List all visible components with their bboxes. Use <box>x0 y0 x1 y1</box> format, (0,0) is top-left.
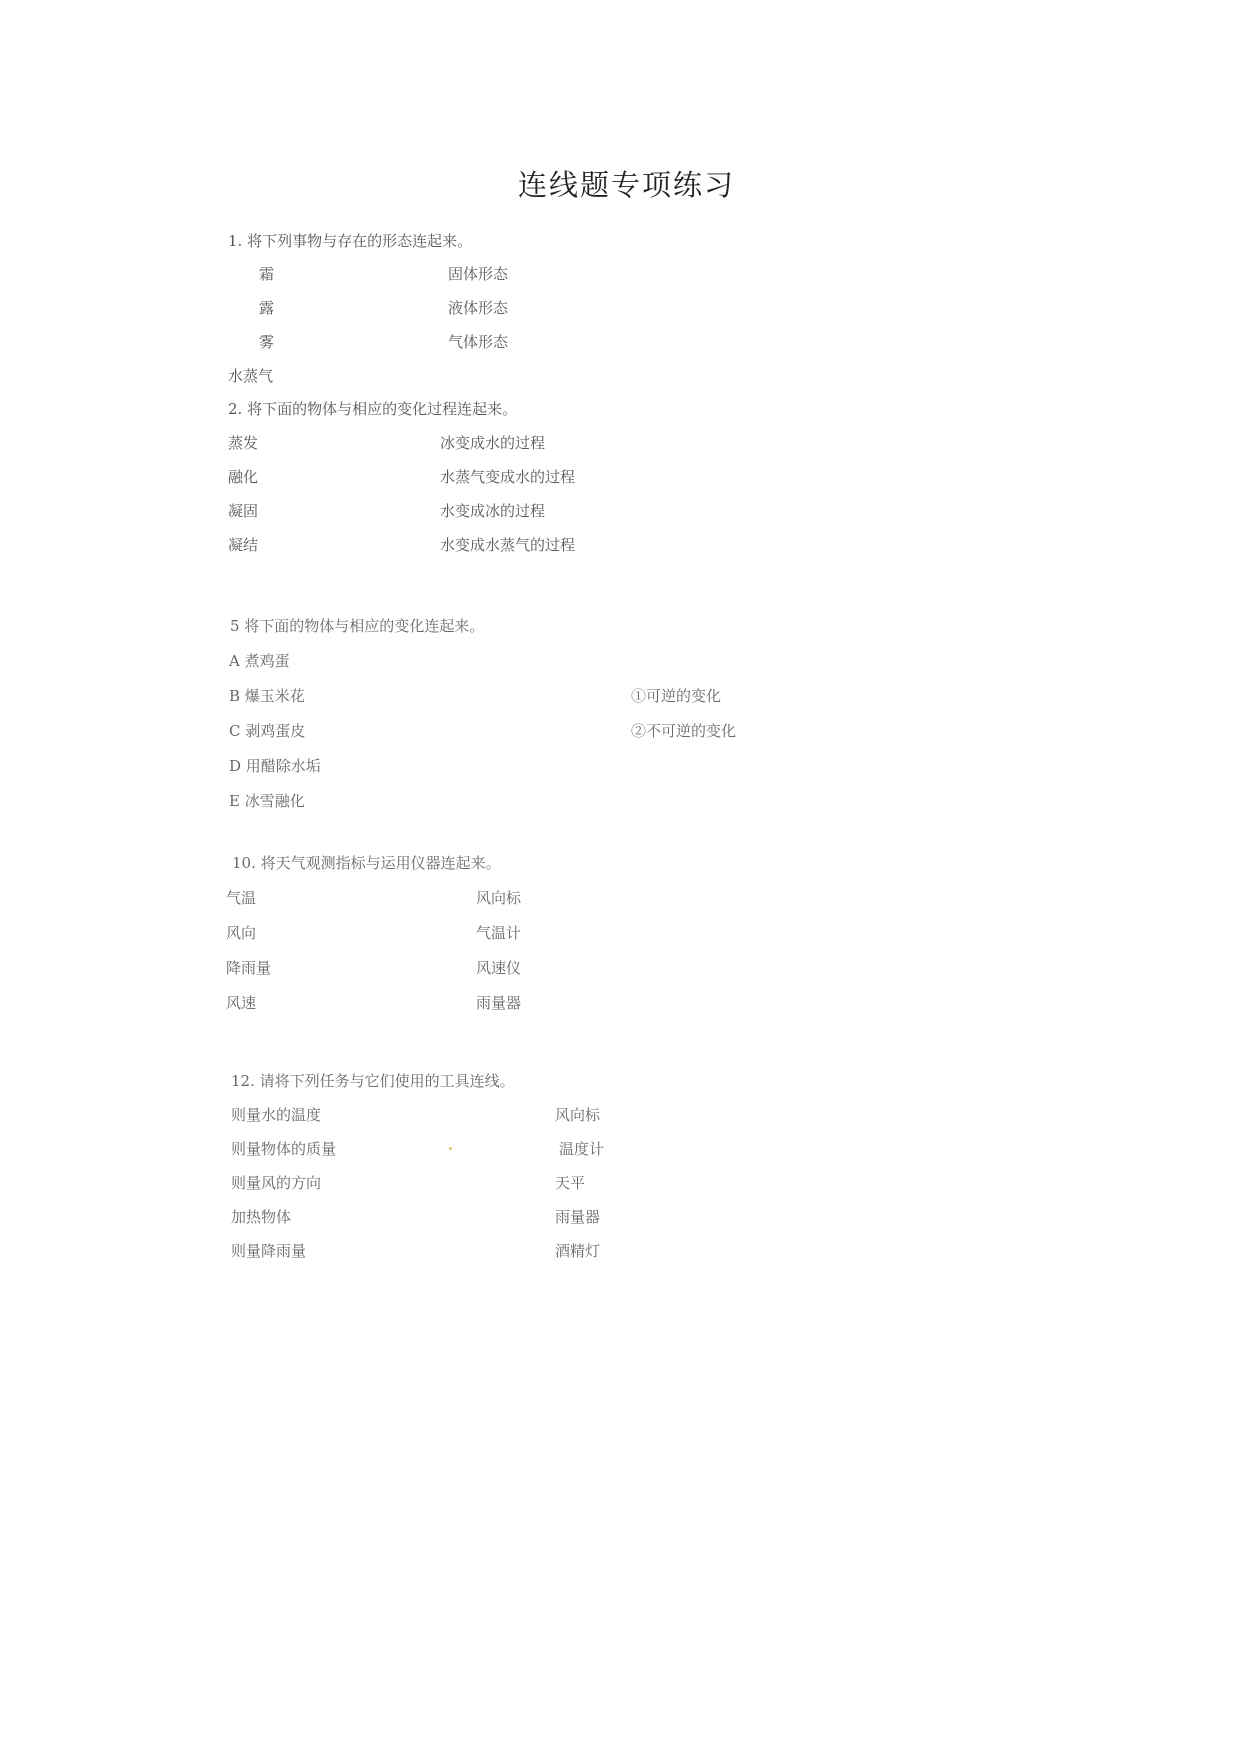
q12-left-item: 则量降雨量 <box>231 1242 307 1260</box>
q2-left-item: 凝固 <box>228 502 259 520</box>
q12-right-item: 天平 <box>555 1174 586 1192</box>
q10-left-item: 降雨量 <box>226 959 272 977</box>
q1-left-item: 水蒸气 <box>228 367 274 385</box>
question-2-prompt: 2. 将下面的物体与相应的变化过程连起来。 <box>228 400 518 418</box>
q10-right-item: 气温计 <box>476 924 522 942</box>
q5-left-item: D 用醋除水垢 <box>229 757 321 775</box>
q10-left-item: 气温 <box>226 889 257 907</box>
q2-left-item: 凝结 <box>228 536 259 554</box>
q10-right-item: 风向标 <box>476 889 522 907</box>
q2-right-item: 水变成水蒸气的过程 <box>440 536 576 554</box>
stray-mark <box>449 1147 452 1150</box>
q12-right-item: 风向标 <box>555 1106 601 1124</box>
q2-right-item: 冰变成水的过程 <box>440 434 546 452</box>
q12-right-item: 温度计 <box>559 1140 605 1158</box>
q12-left-item: 加热物体 <box>231 1208 292 1226</box>
q1-right-item: 液体形态 <box>448 299 509 317</box>
q12-left-item: 则量水的温度 <box>231 1106 322 1124</box>
q2-left-item: 蒸发 <box>228 434 259 452</box>
question-5-prompt: 5 将下面的物体与相应的变化连起来。 <box>230 617 485 635</box>
question-10-prompt: 10. 将天气观测指标与运用仪器连起来。 <box>232 854 501 872</box>
question-12-prompt: 12. 请将下列任务与它们使用的工具连线。 <box>231 1072 515 1090</box>
q2-right-item: 水变成冰的过程 <box>440 502 546 520</box>
q1-right-item: 气体形态 <box>448 333 509 351</box>
q5-left-item: C 剥鸡蛋皮 <box>229 722 306 740</box>
q2-left-item: 融化 <box>228 468 259 486</box>
q5-left-item: B 爆玉米花 <box>229 687 305 705</box>
q5-right-item: ①可逆的变化 <box>631 687 722 705</box>
question-1-prompt: 1. 将下列事物与存在的形态连起来。 <box>228 232 473 250</box>
q1-left-item: 霜 <box>259 265 275 283</box>
q10-left-item: 风速 <box>226 994 257 1012</box>
q12-left-item: 则量物体的质量 <box>231 1140 337 1158</box>
q12-left-item: 则量风的方向 <box>231 1174 322 1192</box>
q1-left-item: 雾 <box>259 333 275 351</box>
q5-left-item: A 煮鸡蛋 <box>229 652 290 670</box>
page-title: 连线题专项练习 <box>518 168 736 202</box>
q1-right-item: 固体形态 <box>448 265 509 283</box>
q10-left-item: 风向 <box>226 924 257 942</box>
q1-left-item: 露 <box>259 299 275 317</box>
q12-right-item: 雨量器 <box>555 1208 601 1226</box>
q10-right-item: 风速仪 <box>476 959 522 977</box>
q2-right-item: 水蒸气变成水的过程 <box>440 468 576 486</box>
q5-left-item: E 冰雪融化 <box>229 792 305 810</box>
q5-right-item: ②不可逆的变化 <box>631 722 737 740</box>
q10-right-item: 雨量器 <box>476 994 522 1012</box>
q12-right-item: 酒精灯 <box>555 1242 601 1260</box>
